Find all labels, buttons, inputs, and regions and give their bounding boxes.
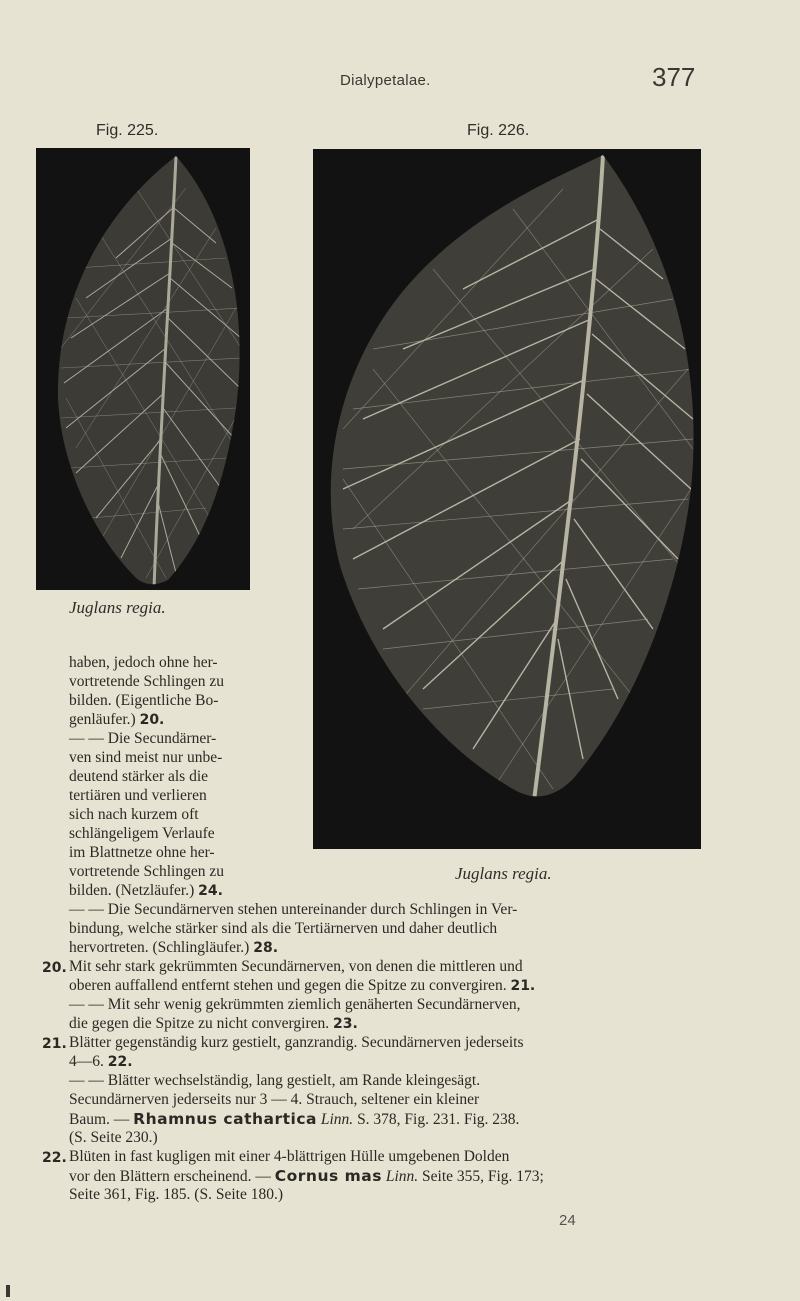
figure-226-label: Fig. 226. (467, 122, 530, 139)
running-title: Dialypetalae. (340, 72, 431, 89)
text-line: genläufer.) 20. (69, 711, 165, 728)
text-line: Baum. — Rhamnus cathartica Linn. S. 378, Fig. 231. Fig. 238. (69, 1110, 520, 1128)
key-number-20: 20. (42, 960, 67, 976)
ref-number: 20. (139, 712, 165, 728)
figure-225-caption: Juglans regia. (69, 598, 166, 617)
text-line: haben, jedoch ohne her- (69, 654, 218, 671)
text-line: schlängeligem Verlaufe (69, 825, 215, 842)
margin-mark (6, 1285, 10, 1297)
text-line: Secundärnerven jederseits nur 3 — 4. Strauch, seltener ein kleiner (69, 1091, 480, 1108)
genus-rhamnus: Rhamnus cathartica (133, 1110, 317, 1128)
text-line: die gegen die Spitze zu nicht convergiren. 23. (69, 1015, 358, 1032)
figure-226-caption: Juglans regia. (455, 864, 552, 883)
text-line: ven sind meist nur unbe- (69, 749, 223, 766)
key-number-21: 21. (42, 1036, 67, 1052)
ref-number: 24. (198, 883, 223, 899)
figure-225-leaf-image (36, 148, 250, 590)
text-line: — — Die Secundärnerven stehen untereinander durch Schlingen in Ver- (69, 901, 518, 918)
text-line: oberen auffallend entfernt stehen und gegen die Spitze zu convergiren. 21. (69, 977, 536, 994)
ref-number: 28. (253, 940, 279, 956)
text-line: (S. Seite 230.) (69, 1129, 158, 1146)
signature-mark: 24 (559, 1212, 576, 1229)
text-line: bilden. (Eigentliche Bo- (69, 692, 219, 709)
text-line: vortretende Schlingen zu (69, 863, 224, 880)
text-line: Blüten in fast kugligen mit einer 4-blättrigen Hülle umgebenen Dolden (69, 1148, 510, 1165)
text-line: hervortreten. (Schlingläufer.) 28. (69, 939, 279, 956)
text-line: tertiären und verlieren (69, 787, 207, 804)
text-line: vortretende Schlingen zu (69, 673, 224, 690)
figure-225-label: Fig. 225. (96, 122, 159, 139)
text-line: — — Blätter wechselständig, lang gestielt, am Rande kleingesägt. (69, 1072, 481, 1089)
figure-226-leaf-image (313, 149, 701, 849)
text-line: bilden. (Netzläufer.) 24. (69, 882, 223, 899)
text-line: sich nach kurzem oft (69, 806, 199, 823)
text-line: Mit sehr stark gekrümmten Secundärnerven, von denen die mittleren und (69, 958, 523, 975)
text-line: Blätter gegenständig kurz gestielt, ganzrandig. Secundärnerven jederseits (69, 1034, 524, 1051)
ref-number: 23. (332, 1016, 358, 1032)
text-line: — — Die Secundärner- (69, 730, 217, 747)
genus-cornus: Cornus mas (274, 1167, 382, 1185)
text-line: 4—6. 22. (69, 1053, 133, 1070)
key-number-22: 22. (42, 1150, 67, 1166)
text-line: bindung, welche stärker sind als die Tertiärnerven und daher deutlich (69, 920, 498, 937)
ref-number: 21. (510, 978, 536, 994)
text-line: Seite 361, Fig. 185. (S. Seite 180.) (69, 1186, 283, 1203)
page-number: 377 (652, 62, 696, 92)
text-line: im Blattnetze ohne her- (69, 844, 215, 861)
text-line: — — Mit sehr wenig gekrümmten ziemlich genäherten Secundärnerven, (69, 996, 521, 1013)
text-line: deutend stärker als die (69, 768, 209, 785)
ref-number: 22. (107, 1054, 133, 1070)
text-line: vor den Blättern erscheinend. — Cornus mas Linn. Seite 355, Fig. 173; (69, 1167, 544, 1185)
